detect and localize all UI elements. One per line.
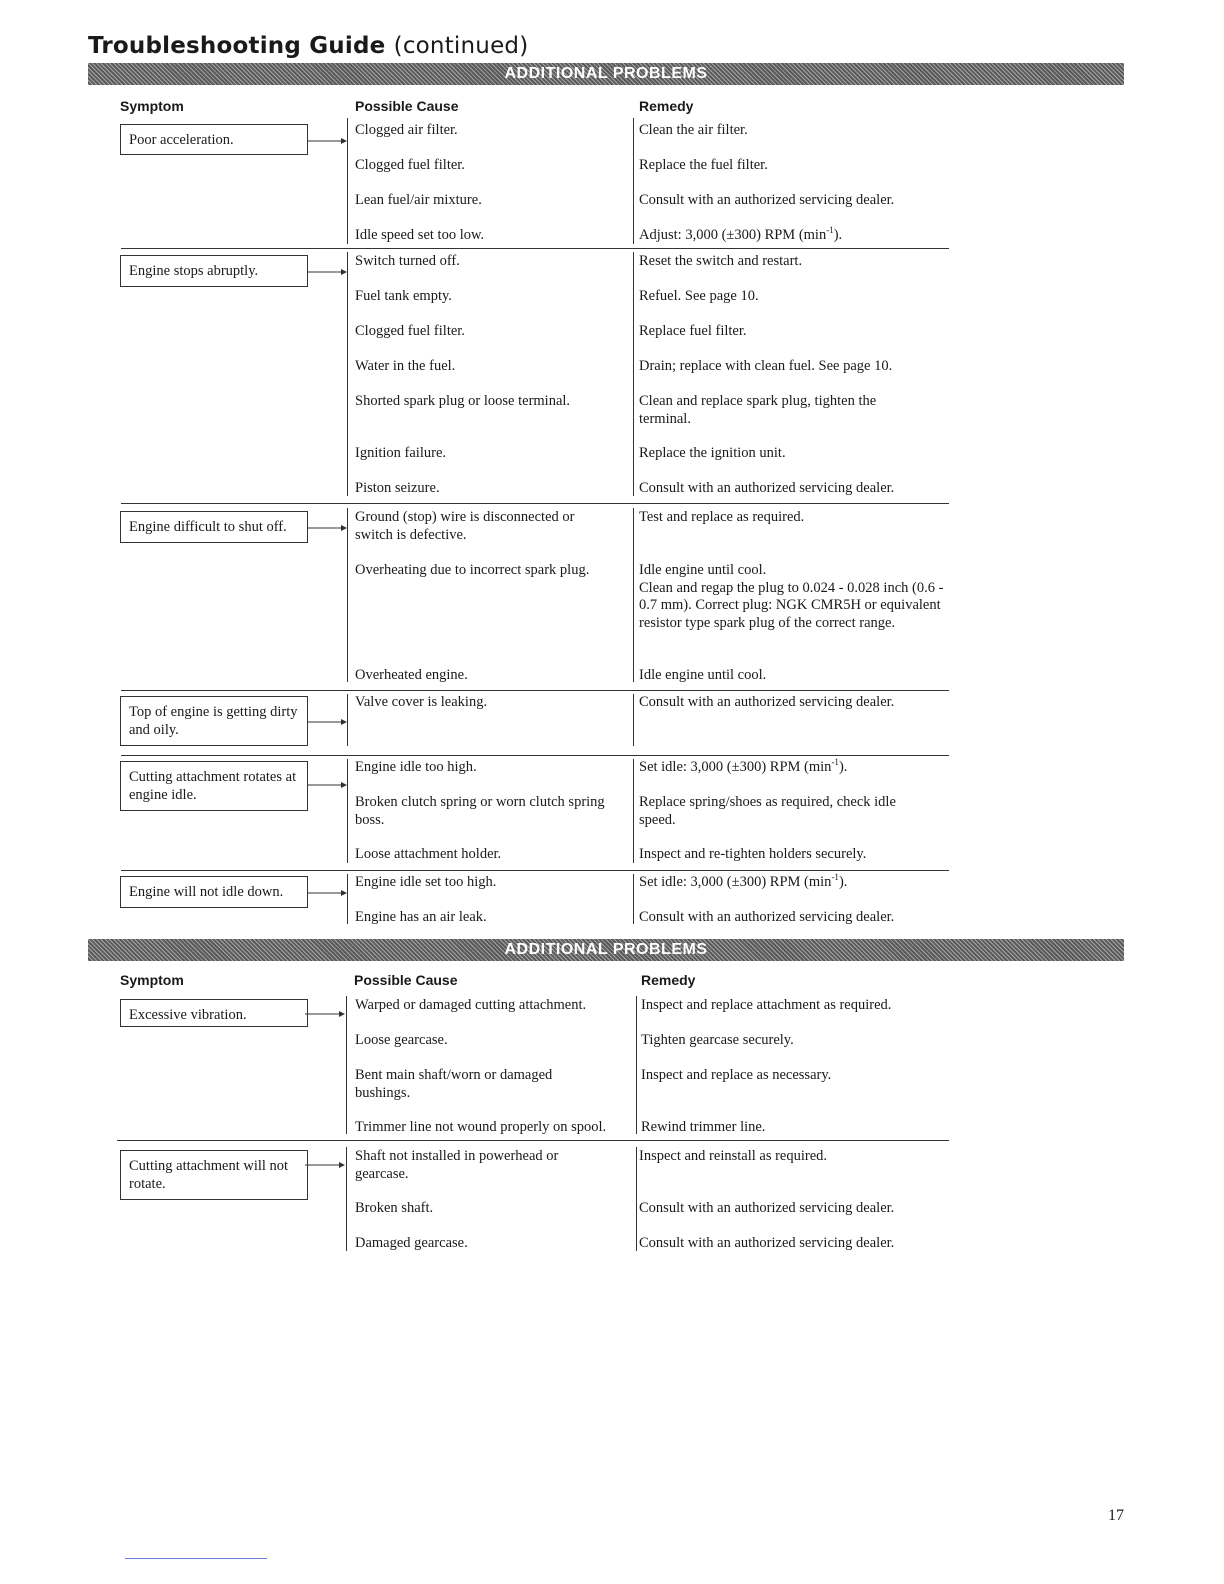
remedy-text: Replace spring/shoes as required, check idle speed. xyxy=(639,794,896,828)
arrow-right-icon xyxy=(307,779,347,791)
cause-divider xyxy=(347,118,348,244)
cause-text: Clogged fuel filter. xyxy=(355,157,465,173)
remedy-text: Inspect and replace as necessary. xyxy=(641,1067,832,1083)
cause-text: Overheating due to incorrect spark plug. xyxy=(355,562,590,578)
cause-text: Overheated engine. xyxy=(355,667,468,683)
symptom-box: Engine will not idle down. xyxy=(120,876,308,908)
page-number: 17 xyxy=(1108,1507,1124,1524)
remedy-text: Set idle: 3,000 (±300) RPM $(\min^{-1})$. xyxy=(639,872,848,890)
remedy-text: Refuel. See page 10. xyxy=(639,288,759,304)
arrow-right-icon xyxy=(307,887,347,899)
footer-rule xyxy=(125,1558,267,1559)
arrow-right-icon xyxy=(305,1159,345,1171)
group-separator xyxy=(121,755,949,756)
remedy-text: Adjust: 3,000 (±300) RPM $(\min^{-1})$. xyxy=(639,225,843,243)
cause-divider xyxy=(346,996,347,1134)
symptom-box: Engine stops abruptly. xyxy=(120,255,308,287)
cause-text: Engine idle too high. xyxy=(355,759,477,775)
cause-text: Broken clutch spring or worn clutch spring boss. xyxy=(355,794,605,828)
arrow-right-icon xyxy=(307,522,347,534)
remedy-column-header: Remedy xyxy=(639,98,694,114)
cause-text: Damaged gearcase. xyxy=(355,1235,468,1251)
symptom-box: Top of engine is getting dirty and oily. xyxy=(120,696,308,746)
remedy-text: Set idle: 3,000 (±300) RPM $(\min^{-1})$. xyxy=(639,757,848,775)
cause-divider xyxy=(347,759,348,863)
cause-text: Warped or damaged cutting attachment. xyxy=(355,997,587,1013)
cause-text: Lean fuel/air mixture. xyxy=(355,192,482,208)
arrow-right-icon xyxy=(307,716,347,728)
cause-text: Bent main shaft/worn or damaged bushings. xyxy=(355,1067,553,1101)
remedy-text: Tighten gearcase securely. xyxy=(641,1032,794,1048)
symptom-box: Excessive vibration. xyxy=(120,999,308,1027)
cause-text: Broken shaft. xyxy=(355,1200,434,1216)
cause-text: Ground (stop) wire is disconnected or switch is defective. xyxy=(355,509,575,543)
cause-text: Piston seizure. xyxy=(355,480,440,496)
cause-text: Clogged air filter. xyxy=(355,122,458,138)
remedy-text: Test and replace as required. xyxy=(639,509,805,525)
symptom-box: Cutting attachment rotates at engine idle. xyxy=(120,761,308,811)
page-title-main: Troubleshooting Guide xyxy=(88,33,386,59)
remedy-column-header: Remedy xyxy=(641,972,696,988)
cause-text: Engine has an air leak. xyxy=(355,909,487,925)
section-banner: ADDITIONAL PROBLEMS xyxy=(88,939,1124,961)
group-separator xyxy=(121,690,949,691)
cause-text: Engine idle set too high. xyxy=(355,874,497,890)
cause-text: Ignition failure. xyxy=(355,445,447,461)
remedy-text: Inspect and re-tighten holders securely. xyxy=(639,846,867,862)
remedy-text: Drain; replace with clean fuel. See page 10. xyxy=(639,358,893,374)
cause-divider xyxy=(347,252,348,496)
remedy-divider xyxy=(636,996,637,1134)
remedy-text: Consult with an authorized servicing dealer. xyxy=(639,192,895,208)
remedy-text: Rewind trimmer line. xyxy=(641,1119,766,1135)
cause-divider xyxy=(346,1147,347,1251)
cause-column-header: Possible Cause xyxy=(355,98,459,114)
cause-column-header: Possible Cause xyxy=(354,972,458,988)
remedy-text: Clean and replace spark plug, tighten the terminal. xyxy=(639,393,877,427)
cause-text: Idle speed set too low. xyxy=(355,227,485,243)
group-separator xyxy=(121,870,949,871)
remedy-text: Consult with an authorized servicing dealer. xyxy=(639,694,895,710)
symptom-box: Cutting attachment will not rotate. xyxy=(120,1150,308,1200)
arrow-right-icon xyxy=(307,266,347,278)
cause-text: Loose gearcase. xyxy=(355,1032,448,1048)
symptom-column-header: Symptom xyxy=(120,98,184,114)
remedy-text: Consult with an authorized servicing dealer. xyxy=(639,909,895,925)
remedy-divider xyxy=(633,508,634,682)
remedy-text: Idle engine until cool. xyxy=(639,667,767,683)
symptom-box: Poor acceleration. xyxy=(120,124,308,155)
section-banner: ADDITIONAL PROBLEMS xyxy=(88,63,1124,85)
remedy-text: Replace fuel filter. xyxy=(639,323,747,339)
cause-text: Fuel tank empty. xyxy=(355,288,452,304)
remedy-text: Idle engine until cool. Clean and regap the plug to 0.024 - 0.028 inch (0.6 - 0.7 mm). Correct plug: NGK CMR5H or equivalent resistor type spark plug of the correct range. xyxy=(639,562,944,631)
remedy-text: Replace the fuel filter. xyxy=(639,157,768,173)
arrow-right-icon xyxy=(305,1008,345,1020)
remedy-text: Reset the switch and restart. xyxy=(639,253,803,269)
page-title-suffix: (continued) xyxy=(393,33,529,59)
cause-text: Trimmer line not wound properly on spool. xyxy=(355,1119,607,1135)
cause-text: Shorted spark plug or loose terminal. xyxy=(355,393,571,409)
remedy-text: Consult with an authorized servicing dealer. xyxy=(639,480,895,496)
remedy-divider xyxy=(636,1147,637,1251)
symptom-column-header: Symptom xyxy=(120,972,184,988)
symptom-box: Engine difficult to shut off. xyxy=(120,511,308,543)
cause-text: Loose attachment holder. xyxy=(355,846,502,862)
arrow-right-icon xyxy=(307,135,347,147)
cause-divider xyxy=(347,694,348,746)
remedy-text: Inspect and replace attachment as required. xyxy=(641,997,892,1013)
cause-text: Clogged fuel filter. xyxy=(355,323,465,339)
group-separator xyxy=(117,1140,949,1141)
remedy-text: Consult with an authorized servicing dealer. xyxy=(639,1235,895,1251)
remedy-text: Clean the air filter. xyxy=(639,122,748,138)
remedy-text: Inspect and reinstall as required. xyxy=(639,1148,828,1164)
page-title xyxy=(88,33,528,59)
cause-divider xyxy=(347,508,348,682)
cause-text: Shaft not installed in powerhead or gearcase. xyxy=(355,1148,559,1182)
cause-divider xyxy=(347,874,348,924)
cause-text: Switch turned off. xyxy=(355,253,460,269)
remedy-text: Consult with an authorized servicing dealer. xyxy=(639,1200,895,1216)
remedy-text: Replace the ignition unit. xyxy=(639,445,786,461)
cause-text: Valve cover is leaking. xyxy=(355,694,488,710)
group-separator xyxy=(121,248,949,249)
cause-text: Water in the fuel. xyxy=(355,358,456,374)
group-separator xyxy=(121,503,949,504)
